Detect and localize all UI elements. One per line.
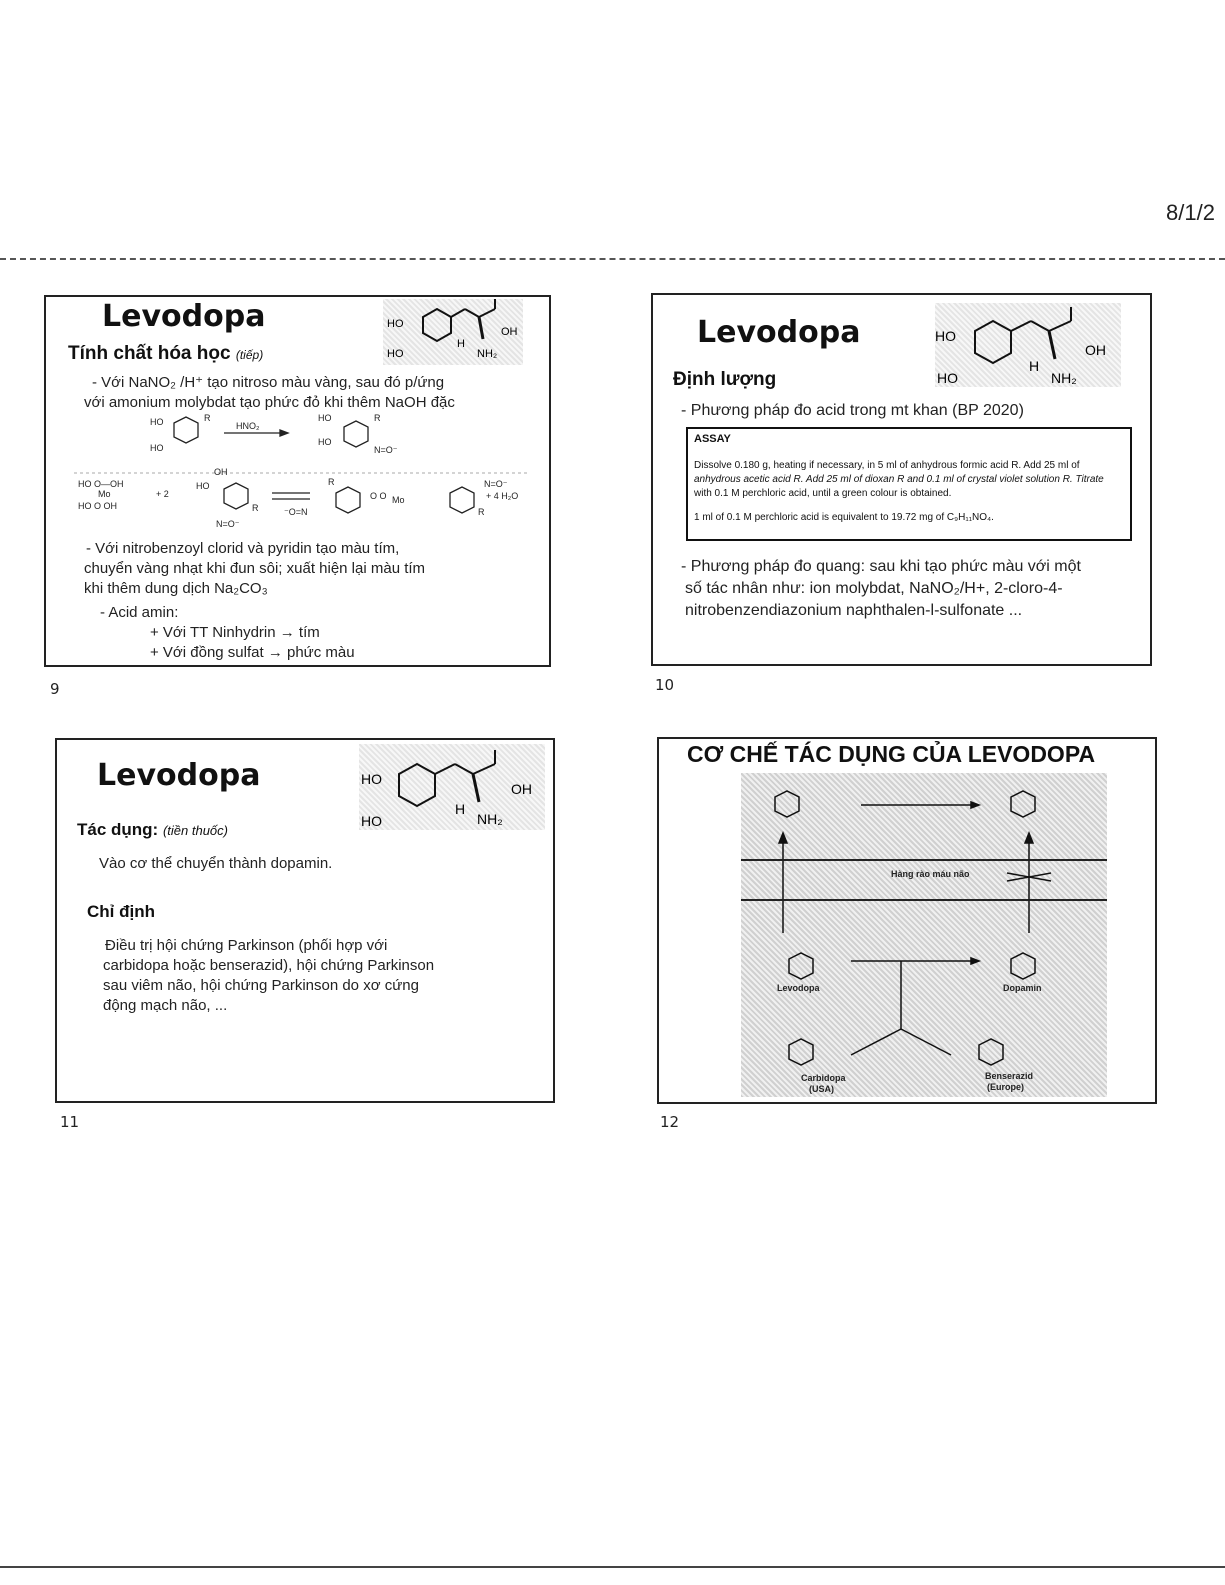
levodopa-label: Levodopa xyxy=(777,983,820,993)
svg-text:HNO₂: HNO₂ xyxy=(236,421,260,431)
svg-text:HO O OH: HO O OH xyxy=(78,501,118,511)
svg-text:HO O—OH: HO O—OH xyxy=(78,479,124,489)
text-line: - Phương pháp đo acid trong mt khan (BP 2020) xyxy=(681,402,1024,419)
text-line: - Với NaNO₂ /H⁺ tạo nitroso màu vàng, sau đó p/ứng xyxy=(92,374,445,391)
text-line: - Acid amin: xyxy=(100,604,179,621)
text-line: số tác nhân như: ion molybdat, NaNO₂/H+, 2-cloro-4- xyxy=(685,580,1063,597)
slide-title: Levodopa xyxy=(697,315,861,350)
svg-text:Mo: Mo xyxy=(392,495,405,505)
levodopa-structure xyxy=(383,299,523,365)
text-line: động mạch não, ... xyxy=(103,997,228,1014)
text-line: sau viêm não, hội chứng Parkinson do xơ cứng xyxy=(103,977,419,994)
slide-12 xyxy=(657,737,1157,1104)
subtitle-note: (tiền thuốc) xyxy=(162,823,228,838)
slide-title: CƠ CHẾ TÁC DỤNG CỦA LEVODOPA xyxy=(687,741,1096,767)
subtitle-text: Tác dụng: xyxy=(77,820,159,839)
svg-text:OH: OH xyxy=(1085,342,1106,358)
svg-text:+ 4 H₂O: + 4 H₂O xyxy=(486,491,519,501)
svg-text:HO: HO xyxy=(387,318,404,330)
slide-11 xyxy=(55,738,555,1103)
subtitle-note: (tiếp) xyxy=(235,348,264,362)
svg-text:H: H xyxy=(455,801,466,817)
effect-text: Vào cơ thể chuyển thành dopamin. xyxy=(99,855,333,872)
text-line: Điều trị hội chứng Parkinson (phối hợp với xyxy=(105,937,388,954)
svg-text:NH₂: NH₂ xyxy=(477,811,503,827)
text-line: + Với TT Ninhydrin → tím xyxy=(150,624,320,641)
svg-text:O O: O O xyxy=(370,491,387,501)
indication-title: Chỉ định xyxy=(87,902,155,921)
svg-text:HO: HO xyxy=(361,813,382,829)
svg-text:+ 2: + 2 xyxy=(156,489,169,499)
svg-text:N=O⁻: N=O⁻ xyxy=(484,479,508,489)
svg-text:HO: HO xyxy=(387,348,404,360)
svg-text:⁻O=N: ⁻O=N xyxy=(284,507,308,517)
slide-number: 10 xyxy=(655,676,675,694)
slide-10 xyxy=(651,293,1152,666)
svg-text:H: H xyxy=(457,338,465,350)
assay-line: with 0.1 M perchloric acid, until a green colour is obtained. xyxy=(694,488,952,499)
svg-text:HO: HO xyxy=(318,413,332,423)
svg-text:HO: HO xyxy=(150,443,164,453)
slide-subtitle xyxy=(77,820,228,840)
text-line: chuyển vàng nhạt khi đun sôi; xuất hiện lại màu tím xyxy=(84,560,426,577)
benserazid-label: Benserazid xyxy=(985,1071,1034,1081)
slide-title: Levodopa xyxy=(97,758,261,793)
svg-text:HO: HO xyxy=(937,370,958,386)
mechanism-diagram xyxy=(741,773,1107,1097)
dopamin-label: Dopamin xyxy=(1003,983,1042,993)
svg-text:R: R xyxy=(328,477,335,487)
text-line: carbidopa hoặc benserazid), hội chứng Parkinson xyxy=(103,957,435,974)
text-line: với amonium molybdat tạo phức đỏ khi thêm NaOH đặc xyxy=(84,394,455,411)
text-line: nitrobenzendiazonium naphthalen-l-sulfonate ... xyxy=(685,602,1023,619)
svg-text:R: R xyxy=(374,413,381,423)
svg-text:H: H xyxy=(1029,358,1040,374)
slide-number: 11 xyxy=(60,1113,80,1131)
carbidopa-label: Carbidopa xyxy=(801,1073,846,1083)
slide-subtitle: Định lượng xyxy=(673,369,777,390)
svg-text:HO: HO xyxy=(361,771,382,787)
assay-line: Dissolve 0.180 g, heating if necessary, in 5 ml of anhydrous formic acid R. Add 25 ml of xyxy=(694,460,1080,471)
assay-box xyxy=(686,427,1132,541)
svg-text:R: R xyxy=(252,503,259,513)
svg-text:HO: HO xyxy=(935,328,956,344)
svg-text:N=O⁻: N=O⁻ xyxy=(374,445,398,455)
text-line: khi thêm dung dịch Na₂CO₃ xyxy=(84,580,268,597)
slide-9 xyxy=(44,295,551,667)
svg-text:HO: HO xyxy=(318,437,332,447)
benserazid-region: (Europe) xyxy=(987,1082,1024,1092)
assay-heading: ASSAY xyxy=(694,433,731,445)
text-line: + Với đồng sulfat → phức màu xyxy=(150,644,355,661)
header-rule xyxy=(0,258,1225,260)
slide-number: 12 xyxy=(660,1113,680,1131)
svg-text:N=O⁻: N=O⁻ xyxy=(216,519,240,529)
levodopa-structure xyxy=(359,744,545,830)
bottom-rule xyxy=(0,1566,1225,1568)
carbidopa-region: (USA) xyxy=(809,1084,834,1094)
levodopa-structure xyxy=(935,303,1121,387)
svg-text:R: R xyxy=(478,507,485,517)
text-line: - Với nitrobenzoyl clorid và pyridin tạo màu tím, xyxy=(86,540,400,557)
slide-subtitle xyxy=(68,343,263,365)
assay-line: 1 ml of 0.1 M perchloric acid is equivalent to 19.72 mg of C₉H₁₁NO₄. xyxy=(694,512,994,523)
svg-text:NH₂: NH₂ xyxy=(1051,370,1077,386)
svg-text:NH₂: NH₂ xyxy=(477,348,498,360)
svg-text:HO: HO xyxy=(150,417,164,427)
svg-text:OH: OH xyxy=(214,467,228,477)
barrier-label: Hàng rào máu não xyxy=(891,869,970,879)
slide-number: 9 xyxy=(50,680,60,698)
text-line: - Phương pháp đo quang: sau khi tạo phức màu với một xyxy=(681,558,1081,575)
svg-text:Mo: Mo xyxy=(98,489,111,499)
assay-line: anhydrous acetic acid R. Add 25 ml of dioxan R and 0.1 ml of crystal violet solution R. Titrate xyxy=(694,474,1104,485)
svg-text:HO: HO xyxy=(196,481,210,491)
svg-text:OH: OH xyxy=(501,326,518,338)
slide-title: Levodopa xyxy=(102,299,266,334)
subtitle-text: Tính chất hóa học xyxy=(68,343,231,364)
reaction-scheme xyxy=(74,413,534,541)
header-date: 8/1/2 xyxy=(1166,200,1215,225)
svg-text:OH: OH xyxy=(511,781,532,797)
svg-text:R: R xyxy=(204,413,211,423)
